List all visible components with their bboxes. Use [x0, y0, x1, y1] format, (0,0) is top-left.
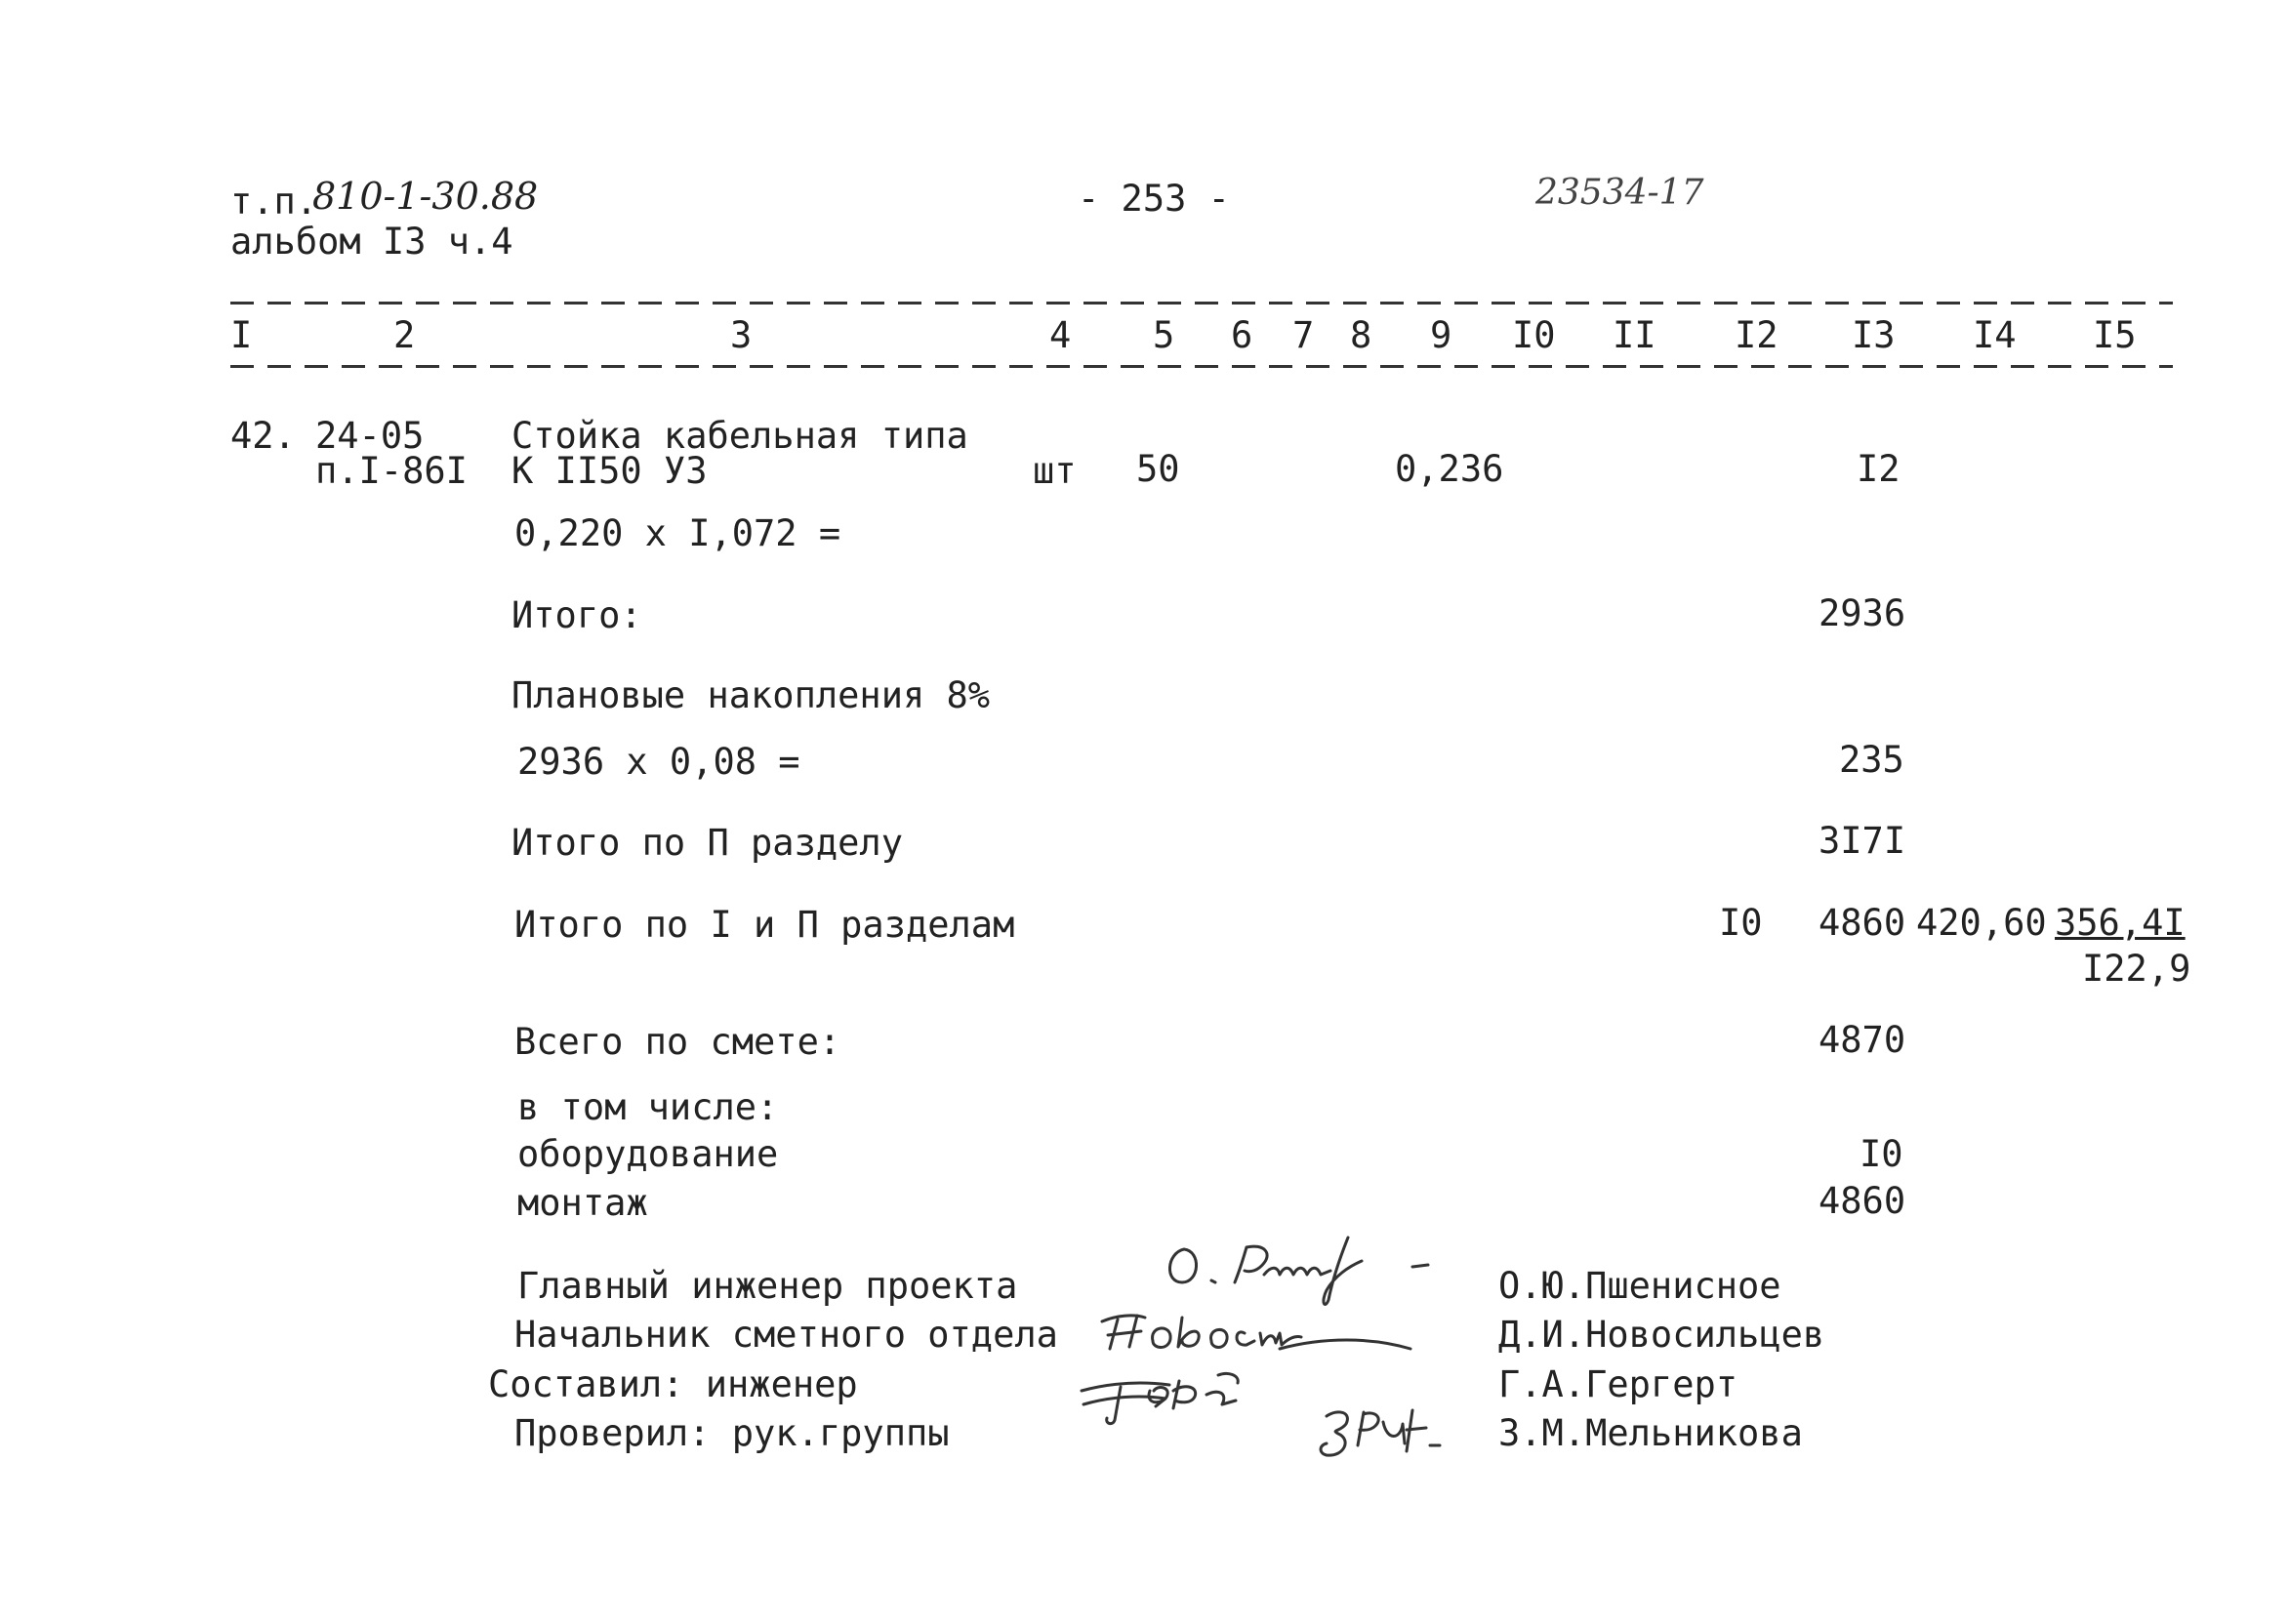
- sections-1-2-col15-top: 356,4I: [2055, 902, 2186, 944]
- signatory-name: Д.И.Новосильцев: [1498, 1314, 1825, 1356]
- signatory-name: З.М.Мельникова: [1498, 1412, 1803, 1454]
- album-label: альбом I3 ч.4: [230, 221, 513, 263]
- item-calculation: 0,220 х I,072 =: [514, 512, 841, 554]
- installation-value: 4860: [1819, 1180, 1906, 1222]
- subtotal-value: 2936: [1819, 592, 1906, 634]
- handwritten-signature: [1313, 1401, 1450, 1469]
- including-label: в том числе:: [517, 1086, 779, 1128]
- handwritten-signature: [1072, 1361, 1287, 1430]
- column-number: 3: [730, 314, 753, 356]
- signatory-name: О.Ю.Пшенисное: [1498, 1265, 1781, 1307]
- item-price: 0,236: [1395, 448, 1504, 490]
- column-number: 2: [393, 314, 416, 356]
- column-number: II: [1613, 314, 1656, 356]
- sections-1-2-col13: 4860: [1819, 902, 1906, 944]
- item-index: 42.: [230, 415, 296, 457]
- signature-role: Проверил: рук.группы: [514, 1412, 950, 1454]
- column-number: I: [230, 314, 253, 356]
- sections-1-2-col14: 420,60: [1916, 902, 2047, 944]
- signatory-name: Г.А.Гергерт: [1498, 1363, 1738, 1405]
- section-2-total-value: 3I7I: [1819, 820, 1906, 862]
- column-number: I3: [1852, 314, 1896, 356]
- header-rule-top: [230, 302, 2173, 304]
- column-number: 6: [1231, 314, 1253, 356]
- planned-savings-label: Плановые накопления 8%: [511, 674, 991, 716]
- page-number: - 253 -: [1078, 178, 1230, 220]
- tp-number: 810-1-30.88: [312, 175, 539, 218]
- handwritten-signature: [1088, 1298, 1420, 1366]
- column-number: I2: [1735, 314, 1778, 356]
- sections-1-2-col15-bottom: I22,9: [2082, 948, 2191, 990]
- planned-savings-value: 235: [1839, 739, 1904, 781]
- planned-savings-calculation: 2936 х 0,08 =: [517, 741, 800, 783]
- estimate-total-value: 4870: [1819, 1019, 1906, 1061]
- equipment-label: оборудование: [517, 1133, 779, 1175]
- signature-role: Составил: инженер: [488, 1363, 858, 1405]
- item-name-line1: Стойка кабельная типа: [511, 415, 968, 457]
- column-number: I4: [1973, 314, 2017, 356]
- tp-prefix: т.п.: [230, 181, 318, 223]
- estimate-total-label: Всего по смете:: [514, 1021, 841, 1063]
- subtotal-label: Итого:: [511, 594, 642, 636]
- header-rule-bottom: [230, 365, 2173, 368]
- column-number: I0: [1512, 314, 1556, 356]
- sections-1-2-col12: I0: [1719, 902, 1763, 944]
- equipment-value: I0: [1860, 1133, 1903, 1175]
- column-number: I5: [2093, 314, 2137, 356]
- section-2-total-label: Итого по П разделу: [511, 822, 903, 864]
- sections-1-2-total-label: Итого по I и П разделам: [514, 904, 1015, 946]
- item-quantity: 50: [1136, 448, 1180, 490]
- item-code: 24-05: [315, 415, 425, 457]
- item-reference: п.I-86I: [315, 450, 468, 492]
- item-total: I2: [1857, 448, 1901, 490]
- column-number: 5: [1153, 314, 1175, 356]
- installation-label: монтаж: [517, 1182, 648, 1224]
- signature-role: Начальник сметного отдела: [514, 1314, 1058, 1356]
- column-number: 8: [1350, 314, 1372, 356]
- column-number: 4: [1049, 314, 1072, 356]
- signature-role: Главный инженер проекта: [517, 1265, 1018, 1307]
- item-name-line2: К II50 УЗ: [511, 450, 708, 492]
- document-code: 23534-17: [1535, 173, 1704, 213]
- item-unit: шт: [1033, 450, 1077, 492]
- column-number: 9: [1430, 314, 1452, 356]
- column-number: 7: [1292, 314, 1315, 356]
